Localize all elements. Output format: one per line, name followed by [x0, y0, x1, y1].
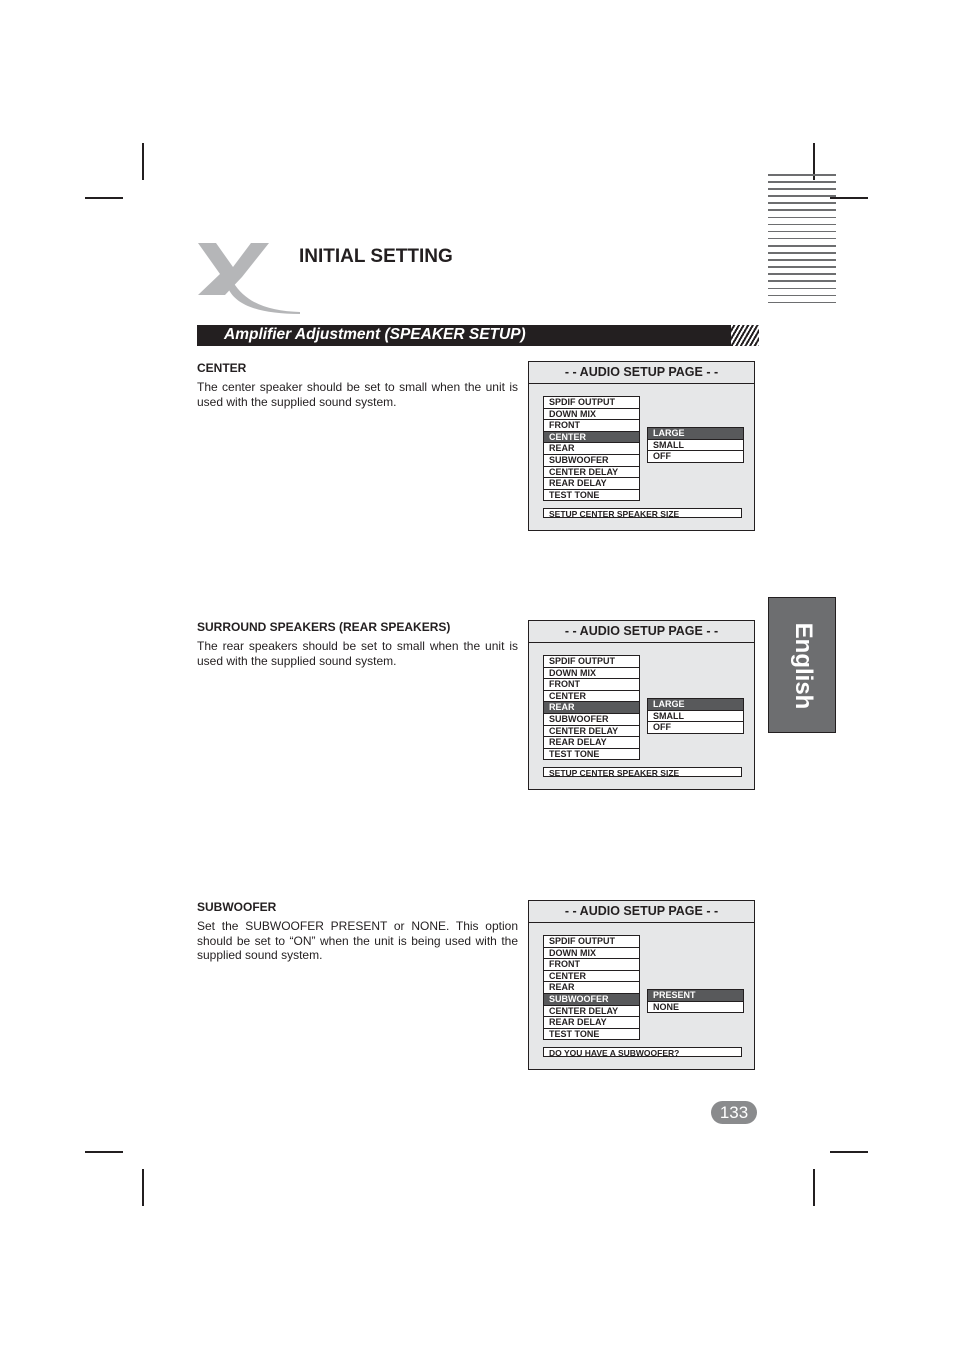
- option-large[interactable]: LARGE: [648, 699, 743, 711]
- surround-description: The rear speakers should be set to small when the unit is used with the supplied sound system.: [197, 639, 518, 668]
- menu-item-spdif-output[interactable]: SPDIF OUTPUT: [544, 936, 639, 948]
- crop-mark: [813, 1169, 815, 1206]
- audio-setup-screen: [528, 620, 755, 790]
- osd-header: - - AUDIO SETUP PAGE - -: [529, 621, 754, 643]
- option-small[interactable]: SMALL: [648, 711, 743, 723]
- center-description: The center speaker should be set to small when the unit is used with the supplied sound system.: [197, 380, 518, 409]
- menu-item-spdif-output[interactable]: SPDIF OUTPUT: [544, 656, 639, 668]
- menu-item-rear-delay[interactable]: REAR DELAY: [544, 1017, 639, 1029]
- menu-item-test-tone[interactable]: TEST TONE: [549, 1028, 600, 1039]
- menu-item-subwoofer[interactable]: SUBWOOFER: [544, 455, 639, 467]
- menu-item-down-mix[interactable]: DOWN MIX: [544, 409, 639, 421]
- language-tab: [768, 597, 836, 733]
- menu-item-subwoofer[interactable]: SUBWOOFER: [544, 994, 639, 1006]
- menu-item-center-delay[interactable]: CENTER DELAY: [544, 467, 639, 479]
- setup-menu: [543, 935, 640, 1040]
- setup-menu: [543, 396, 640, 501]
- language-label: English: [790, 622, 817, 710]
- crop-mark: [85, 197, 123, 199]
- option-list: [647, 989, 744, 1013]
- option-present[interactable]: PRESENT: [648, 990, 743, 1002]
- menu-item-center-delay[interactable]: CENTER DELAY: [544, 726, 639, 738]
- crop-mark: [830, 1151, 868, 1153]
- menu-item-test-tone[interactable]: TEST TONE: [549, 489, 600, 500]
- menu-item-front[interactable]: FRONT: [544, 420, 639, 432]
- menu-item-spdif-output[interactable]: SPDIF OUTPUT: [544, 397, 639, 409]
- page-title: INITIAL SETTING: [299, 246, 453, 267]
- option-small[interactable]: SMALL: [648, 440, 743, 452]
- menu-item-test-tone[interactable]: TEST TONE: [549, 748, 600, 759]
- menu-item-rear[interactable]: REAR: [544, 702, 639, 714]
- menu-item-center-delay[interactable]: CENTER DELAY: [544, 1006, 639, 1018]
- crop-mark: [142, 1169, 144, 1206]
- status-bar: SETUP CENTER SPEAKER SIZE: [543, 767, 742, 777]
- option-list: [647, 427, 744, 463]
- subwoofer-heading: SUBWOOFER: [197, 900, 277, 914]
- menu-item-rear-delay[interactable]: REAR DELAY: [544, 737, 639, 749]
- option-off[interactable]: OFF: [653, 451, 671, 462]
- brand-logo: [196, 240, 302, 314]
- menu-item-rear[interactable]: REAR: [544, 982, 639, 994]
- option-large[interactable]: LARGE: [648, 428, 743, 440]
- audio-setup-screen: [528, 900, 755, 1070]
- option-off[interactable]: OFF: [653, 722, 671, 733]
- decorative-stripes: [768, 174, 836, 314]
- section-title-bar: [197, 325, 759, 346]
- decorative-hatch: [731, 325, 759, 346]
- menu-item-front[interactable]: FRONT: [544, 679, 639, 691]
- menu-item-rear-delay[interactable]: REAR DELAY: [544, 478, 639, 490]
- menu-item-down-mix[interactable]: DOWN MIX: [544, 948, 639, 960]
- menu-item-front[interactable]: FRONT: [544, 959, 639, 971]
- option-none[interactable]: NONE: [653, 1001, 680, 1012]
- menu-item-center[interactable]: CENTER: [544, 691, 639, 703]
- audio-setup-screen: [528, 361, 755, 531]
- menu-item-rear[interactable]: REAR: [544, 443, 639, 455]
- crop-mark: [142, 143, 144, 180]
- section-title: Amplifier Adjustment (SPEAKER SETUP): [224, 326, 526, 343]
- osd-header: - - AUDIO SETUP PAGE - -: [529, 901, 754, 923]
- setup-menu: [543, 655, 640, 760]
- center-heading: CENTER: [197, 361, 247, 375]
- status-bar: SETUP CENTER SPEAKER SIZE: [543, 508, 742, 518]
- surround-heading: SURROUND SPEAKERS (REAR SPEAKERS): [197, 620, 451, 634]
- menu-item-subwoofer[interactable]: SUBWOOFER: [544, 714, 639, 726]
- page-number: 133: [711, 1101, 757, 1124]
- subwoofer-description: Set the SUBWOOFER PRESENT or NONE. This option should be set to “ON” when the unit is being used with the supplied sound system.: [197, 919, 518, 962]
- menu-item-center[interactable]: CENTER: [544, 971, 639, 983]
- osd-header: - - AUDIO SETUP PAGE - -: [529, 362, 754, 384]
- menu-item-center[interactable]: CENTER: [544, 432, 639, 444]
- status-bar: DO YOU HAVE A SUBWOOFER?: [543, 1047, 742, 1057]
- option-list: [647, 698, 744, 734]
- menu-item-down-mix[interactable]: DOWN MIX: [544, 668, 639, 680]
- crop-mark: [85, 1151, 123, 1153]
